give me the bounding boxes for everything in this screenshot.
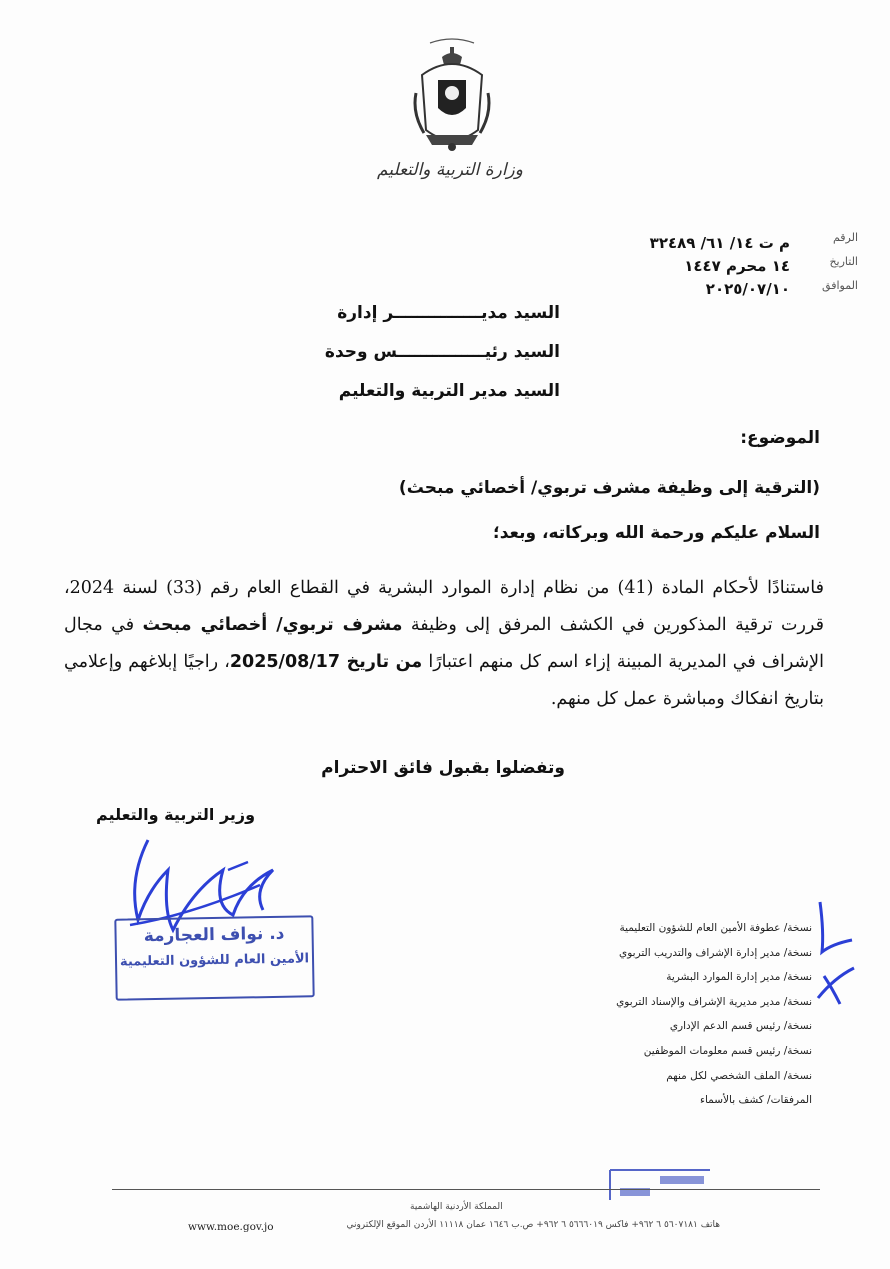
copy-item: نسخة/ عطوفة الأمين العام للشؤون التعليمية xyxy=(619,922,812,934)
copy-item: نسخة/ مدير مديرية الإشراف والإسناد التربوي xyxy=(616,995,812,1008)
body-text: ، راجيًا إبلاغهم وإعلامي بتاريخ انفكاك ومباشرة عمل كل منهم. xyxy=(64,652,824,709)
body-bold-date: من تاريخ 2025/08/17 xyxy=(229,652,423,672)
body-text: في مجال الإشراف في المديرية المبينة إزاء اسم كل منهم اعتبارًا xyxy=(64,615,824,672)
receipt-stamp-icon xyxy=(600,1162,720,1202)
body-bold-position: مشرف تربوي/ أخصائي مبحث xyxy=(142,615,403,635)
addressee: السيد مديـــــــــــــــر إدارة xyxy=(337,303,560,323)
attachments-item: المرفقات/ كشف بالأسماء xyxy=(700,1094,812,1107)
date-label: التاريخ xyxy=(829,255,858,268)
ref-number: م ت ١٤/ ٦١/ ٣٢٤٨٩ xyxy=(649,234,790,252)
gregorian-date: ٢٠٢٥/٠٧/١٠ xyxy=(705,280,790,298)
footer-divider xyxy=(112,1189,820,1190)
copy-item: نسخة/ مدير إدارة الإشراف والتدريب التربوي xyxy=(619,946,812,959)
reference-labels xyxy=(822,226,858,298)
ministry-name: وزارة التربية والتعليم xyxy=(377,160,523,180)
coat-of-arms-icon xyxy=(412,35,492,155)
handwritten-checkmarks-icon xyxy=(812,898,862,1018)
hijri-date: ١٤ محرم ١٤٤٧ xyxy=(684,257,790,275)
ref-label: الرقم xyxy=(832,231,858,244)
footer-contact: هاتف ٥٦٠٧١٨١ ٦ ٩٦٢+ فاكس ٥٦٦٦٠١٩ ٦ ٩٦٢+ ص.ب ١٦٤٦ عمان ١١١١٨ الأردن الموقع الإلكتروني xyxy=(346,1220,720,1230)
official-stamp xyxy=(114,915,314,1000)
copies-list xyxy=(472,916,812,1113)
addressee: السيد مدير التربية والتعليم xyxy=(338,381,560,401)
minister-title: وزير التربية والتعليم xyxy=(96,805,256,824)
stamp-title: الأمين العام للشؤون التعليمية xyxy=(119,951,310,970)
subject-label: الموضوع: xyxy=(740,428,820,448)
copy-item: نسخة/ رئيس قسم الدعم الإداري xyxy=(669,1020,812,1033)
reference-values xyxy=(650,232,790,301)
copy-item: نسخة/ رئيس قسم معلومات الموظفين xyxy=(643,1044,812,1057)
letter-body xyxy=(64,570,824,718)
copy-item: نسخة/ الملف الشخصي لكل منهم xyxy=(666,1069,812,1082)
footer-kingdom: المملكة الأردنية الهاشمية xyxy=(410,1202,503,1212)
corresponding-label: الموافق xyxy=(822,279,858,292)
subject-text: (الترقية إلى وظيفة مشرف تربوي/ أخصائي مبحث) xyxy=(398,478,820,498)
addressee: السيد رئيـــــــــــــــس وحدة xyxy=(324,342,560,362)
stamp-name: د. نواف العجارمة xyxy=(143,923,285,947)
greeting: السلام عليكم ورحمة الله وبركاته، وبعد؛ xyxy=(492,523,820,543)
copy-item: نسخة/ مدير إدارة الموارد البشرية xyxy=(666,971,812,984)
body-text: فاستنادًا لأحكام المادة (41) من نظام إدارة الموارد البشرية في القطاع العام رقم (33) لسنة 2024، قررت ترقية المذكورين في الكشف المرفق إلى وظيفة xyxy=(64,578,825,635)
closing-line: وتفضلوا بقبول فائق الاحترام xyxy=(321,758,565,778)
footer-website: www.moe.gov.jo xyxy=(188,1221,274,1233)
